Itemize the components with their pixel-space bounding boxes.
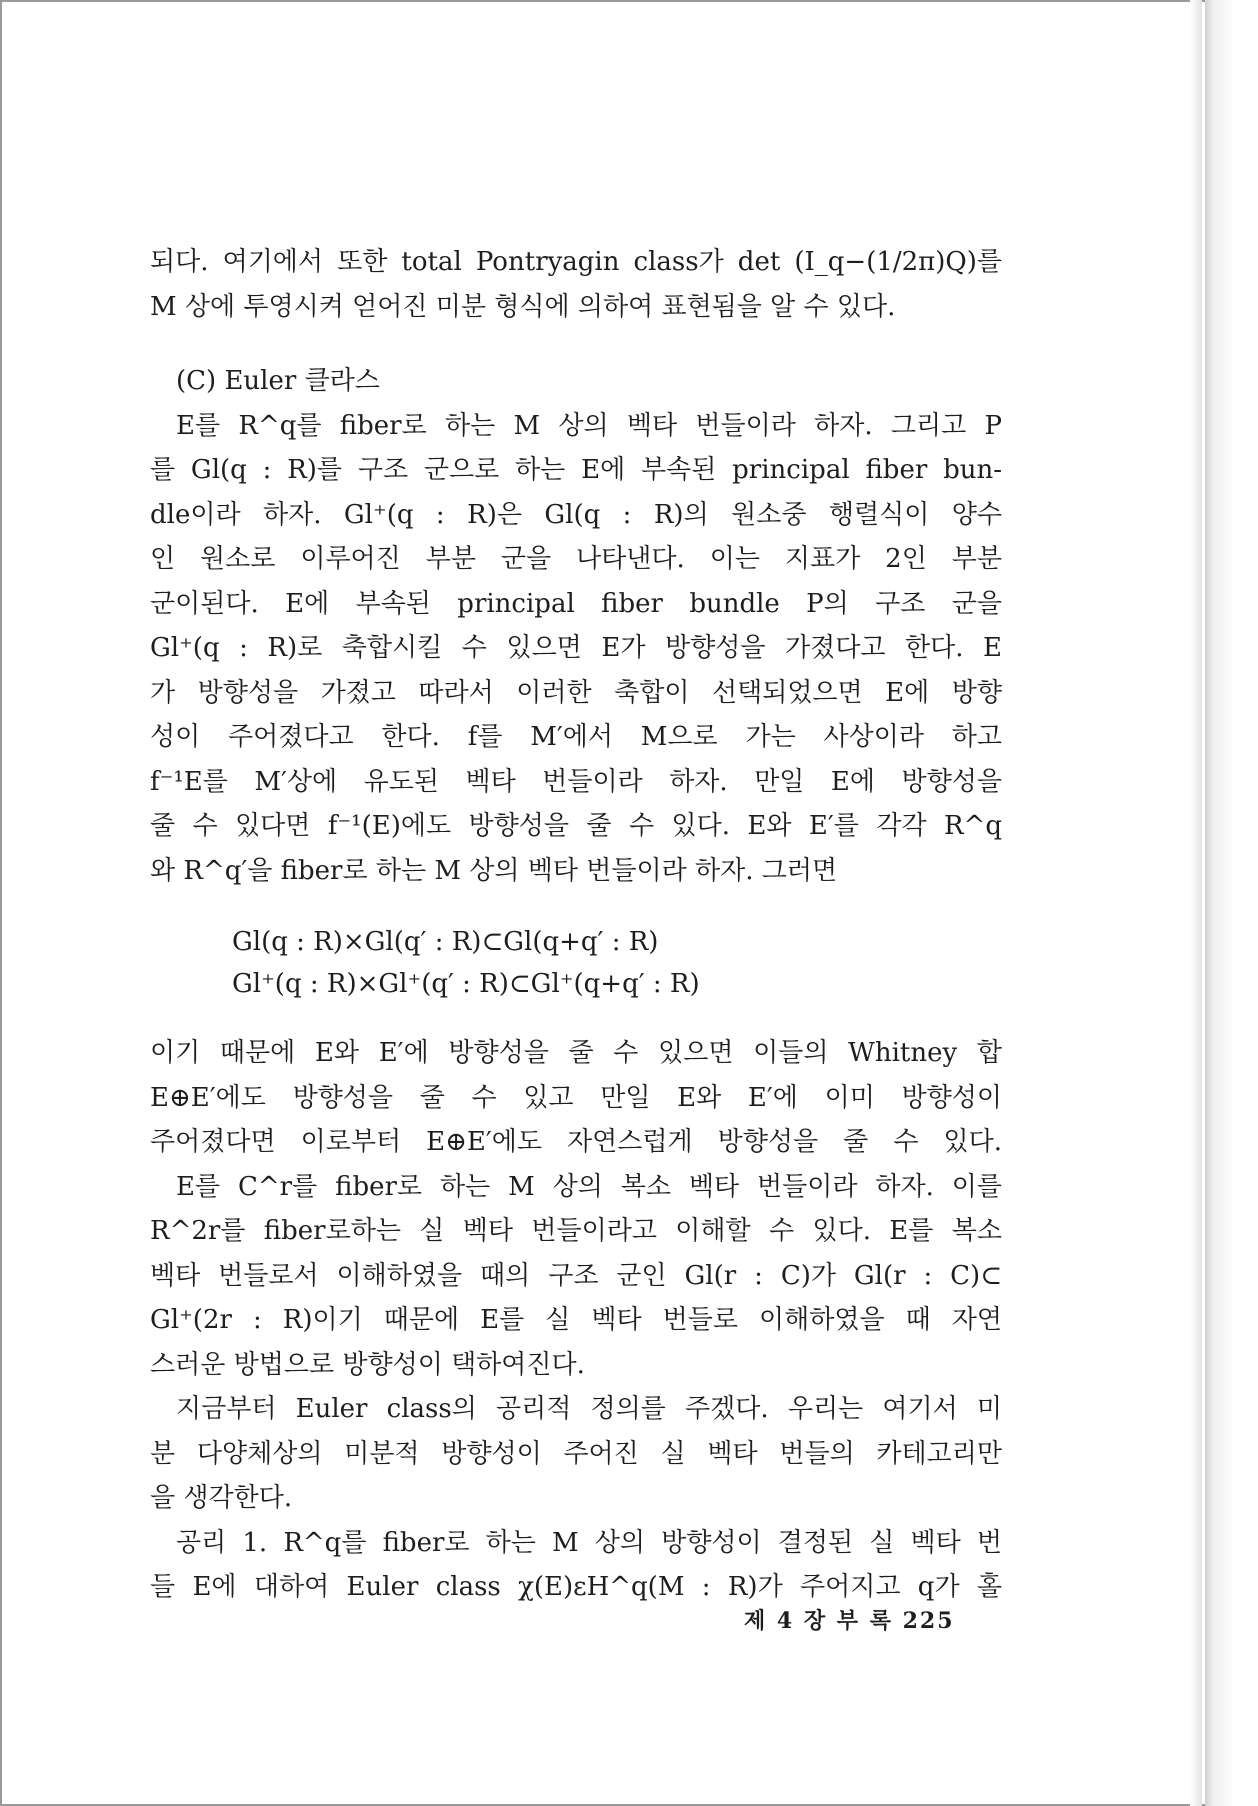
- text-line: 스러운 방법으로 방향성이 택하여진다.: [150, 1349, 585, 1380]
- section-heading: (C) Euler 클라스: [176, 366, 380, 396]
- text-line: R^2r를 fiber로하는 실 벡타 번들이라고 이해할 수 있다. E를 복소: [150, 1216, 1002, 1246]
- formula: Gl(q : R)×Gl(q′ : R)⊂Gl(q+q′ : R): [232, 927, 659, 957]
- page-body: [150, 240, 1002, 1610]
- text-line: 을 생각한다.: [150, 1483, 293, 1513]
- text-line: 인 원소로 이루어진 부분 군을 나타낸다. 이는 지표가 2인 부분: [150, 544, 1002, 574]
- text-line: 이기 때문에 E와 E′에 방향성을 줄 수 있으면 이들의 Whitney 합: [150, 1038, 1002, 1068]
- formula: Gl⁺(q : R)×Gl⁺(q′ : R)⊂Gl⁺(q+q′ : R): [232, 969, 700, 999]
- text-line: E를 R^q를 fiber로 하는 M 상의 벡타 번들이라 하자. 그리고 P: [176, 410, 1002, 441]
- text-line: 들 E에 대하여 Euler class χ(E)εH^q(M : R)가 주어지고 q가 홀: [150, 1572, 1002, 1602]
- page-shadow: [1205, 0, 1258, 1806]
- text-line: 벡타 번들로서 이해하였을 때의 구조 군인 Gl(r : C)가 Gl(r : C)⊂: [150, 1260, 1002, 1291]
- text-line: Gl⁺(q : R)로 축합시킬 수 있으면 E가 방향성을 가졌다고 한다. E: [150, 633, 1002, 663]
- text-line: f⁻¹E를 M′상에 유도된 벡타 번들이라 하자. 만일 E에 방향성을: [150, 766, 1002, 797]
- text-line: 가 방향성을 가졌고 따라서 이러한 축합이 선택되었으면 E에 방향: [150, 677, 1002, 708]
- text-line: 주어졌다면 이로부터 E⊕E′에도 자연스럽게 방향성을 줄 수 있다.: [150, 1127, 1002, 1157]
- text-line: 를 Gl(q : R)를 구조 군으로 하는 E에 부속된 principal fiber bun-: [150, 455, 1002, 485]
- text-line: 공리 1. R^q를 fiber로 하는 M 상의 방향성이 결정된 실 벡타 번: [176, 1527, 1002, 1558]
- text-line: M 상에 투영시켜 얻어진 미분 형식에 의하여 표현됨을 알 수 있다.: [150, 291, 896, 322]
- text-line: E⊕E′에도 방향성을 줄 수 있고 만일 E와 E′에 이미 방향성이: [150, 1082, 1002, 1113]
- text-line: 줄 수 있다면 f⁻¹(E)에도 방향성을 줄 수 있다. E와 E′를 각각 R^q: [150, 811, 1002, 841]
- text-line: 되다. 여기에서 또한 total Pontryagin class가 det (I_q−(1/2π)Q)를: [150, 247, 1002, 277]
- text-line: 군이된다. E에 부속된 principal fiber bundle P의 구조 군을: [150, 588, 1002, 619]
- text-line: 와 R^q′을 fiber로 하는 M 상의 벡타 번들이라 하자. 그러면: [150, 855, 838, 886]
- page-footer: 제 4 장 부 록 225: [744, 1608, 955, 1634]
- page-edge: [1190, 0, 1202, 1806]
- text-line: dle이라 하자. Gl⁺(q : R)은 Gl(q : R)의 원소중 행렬식이 양수: [150, 499, 1002, 530]
- text-line: 성이 주어졌다고 한다. f를 M′에서 M으로 가는 사상이라 하고: [150, 722, 1002, 752]
- text-line: 지금부터 Euler class의 공리적 정의를 주겠다. 우리는 여기서 미: [176, 1394, 1002, 1424]
- text-line: Gl⁺(2r : R)이기 때문에 E를 실 벡타 번들로 이해하였을 때 자연: [150, 1305, 1002, 1335]
- text-line: 분 다양체상의 미분적 방향성이 주어진 실 벡타 번들의 카테고리만: [150, 1438, 1002, 1469]
- formula-block: [232, 921, 1002, 1005]
- text-line: E를 C^r를 fiber로 하는 M 상의 복소 벡타 번들이라 하자. 이를: [176, 1171, 1002, 1202]
